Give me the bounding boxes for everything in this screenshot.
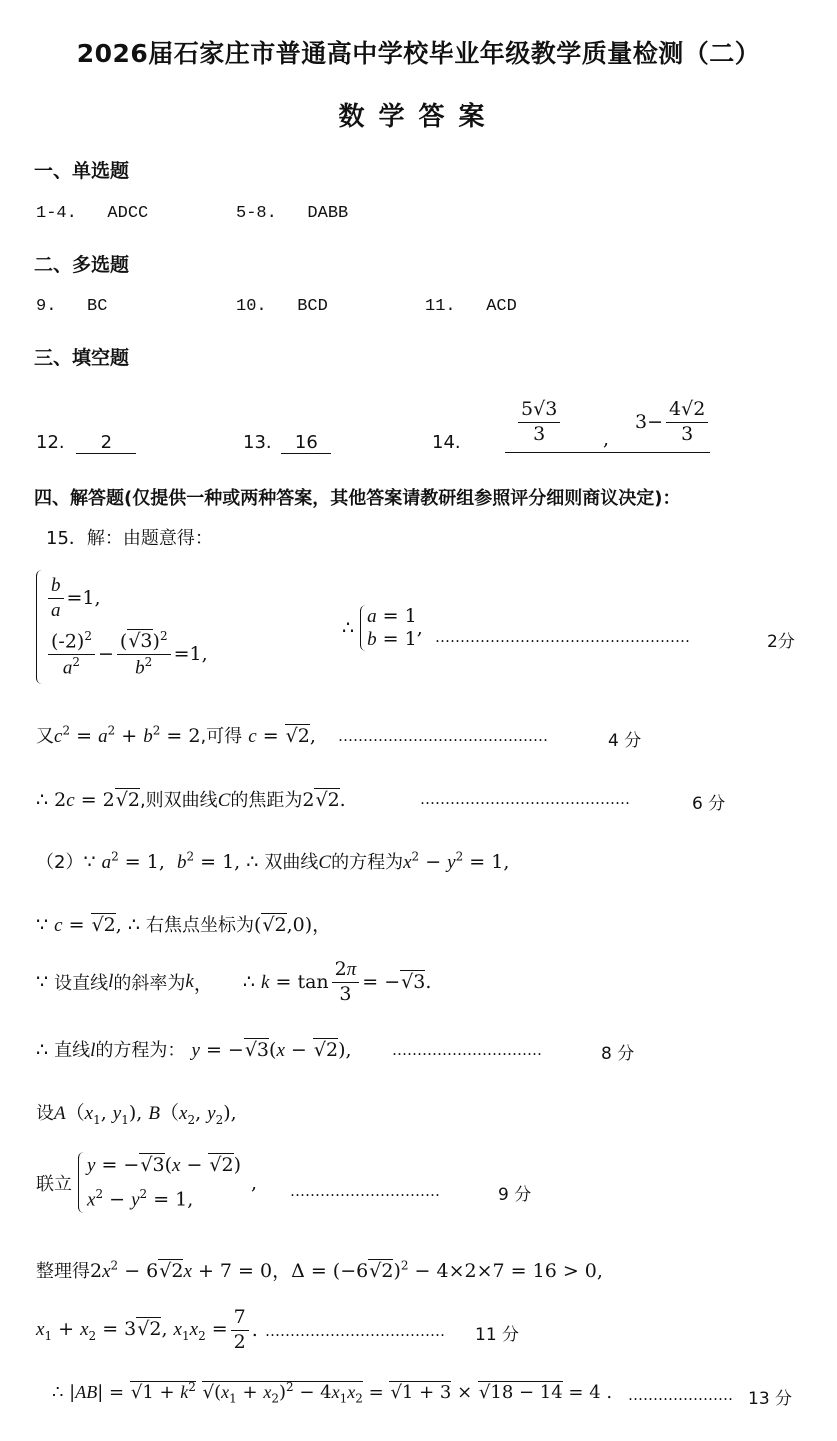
page-title: 2026届石家庄市普通高中学校毕业年级教学质量检测（二）: [76, 39, 761, 68]
score-11: 11 分: [475, 1325, 520, 1345]
section-multi-choice: 二、多选题: [34, 254, 130, 276]
score-9: 9 分: [498, 1185, 532, 1205]
answer-11: 11. ACD: [425, 297, 517, 316]
fill-12: 12. 2: [36, 432, 136, 454]
dots-13: …………………: [628, 1386, 733, 1404]
page-subtitle: 数学答案: [338, 102, 499, 132]
dots-6: ……………………………………: [420, 790, 630, 808]
q15-line-eq: ∴ 直线l的方程为： y = −√3(x − √2),: [36, 1039, 352, 1061]
dots-4: ……………………………………: [338, 727, 548, 745]
fill-13: 13. 16: [243, 432, 331, 454]
q15-system-1: $\frac{b}{a}$ =1, $\frac{(-2)^2}{a^2}$ − $\frac{(√3)^2}{b^2}$ =1,: [36, 570, 208, 684]
score-2: 2分: [767, 632, 795, 652]
q15-line-c: 又$c^2 = a^2 + b^2 = 2$,可得 c = √2,: [36, 723, 316, 747]
answer-5-8: 5-8. DABB: [236, 204, 349, 223]
score-6: 6 分: [692, 794, 726, 814]
answer-10: 10. BCD: [236, 297, 328, 316]
q15-system-result: ∴ a = 1 b = 1 ,: [342, 605, 423, 650]
fill-14-answer: $\frac{5√3}{3}$ , 3− $\frac{4√2}{3}$: [505, 398, 710, 453]
score-4: 4 分: [608, 731, 642, 751]
q15-part2: （2）∵ $a^2 = 1$, $b^2 = 1$, ∴ 双曲线C的方程为$x^2 - y^2 = 1$,: [36, 849, 510, 873]
q15-lianli: 联立 y = −√3(x − √2) $x^2 - y^2 = 1$, ,: [36, 1152, 257, 1213]
fill-14-number: 14.: [432, 432, 461, 453]
dots-2: ……………………………………………: [435, 628, 690, 646]
answer-9: 9. BC: [36, 297, 108, 316]
score-8: 8 分: [601, 1044, 635, 1064]
score-13: 13 分: [748, 1389, 793, 1409]
q15-zhengli: 整理得$2x^2 - 6√2x + 7 = 0$，$\Delta = (-6√2)^2 - 4\times 2\times 7 = 16 > 0$,: [36, 1258, 603, 1282]
dots-9: …………………………: [290, 1182, 440, 1200]
dots-11: ………………………………: [265, 1322, 445, 1340]
q15-slope: ∵ 设直线 l 的斜率为 k ， ∴ k = tan $\frac{2\pi}{3}$ = −√3.: [36, 958, 432, 1005]
dots-8: …………………………: [392, 1041, 542, 1059]
answer-1-4: 1-4. ADCC: [36, 204, 149, 223]
section-solutions: 四、解答题(仅提供一种或两种答案，其他答案请教研组参照评分细则商议决定)：: [34, 488, 681, 509]
q15-intro: 15．解：由题意得：: [46, 528, 213, 549]
section-single-choice: 一、单选题: [34, 160, 130, 182]
q15-vieta: $x_1 + x_2 = 3√2$, $x_1x_2$ = $\frac{7}{2}$ .: [36, 1306, 258, 1353]
q15-focus: ∵ c = √2, ∴ 右焦点坐标为(√2,0)，: [36, 914, 332, 936]
q15-points: 设$A(x_1$, $y_1$), $B(x_2$, $y_2$),: [36, 1102, 237, 1127]
section-fill-blank: 三、填空题: [34, 347, 130, 369]
q15-ab: ∴ $|AB| = √1 + k^2$ $√(x_1 + x_2)^2 - 4x_1x_2 = √1 + 3 \times √18 - 14 = 4$ .: [52, 1380, 613, 1406]
q15-line-focal: ∴ 2c = 2√2,则双曲线C的焦距为2√2.: [36, 789, 346, 811]
